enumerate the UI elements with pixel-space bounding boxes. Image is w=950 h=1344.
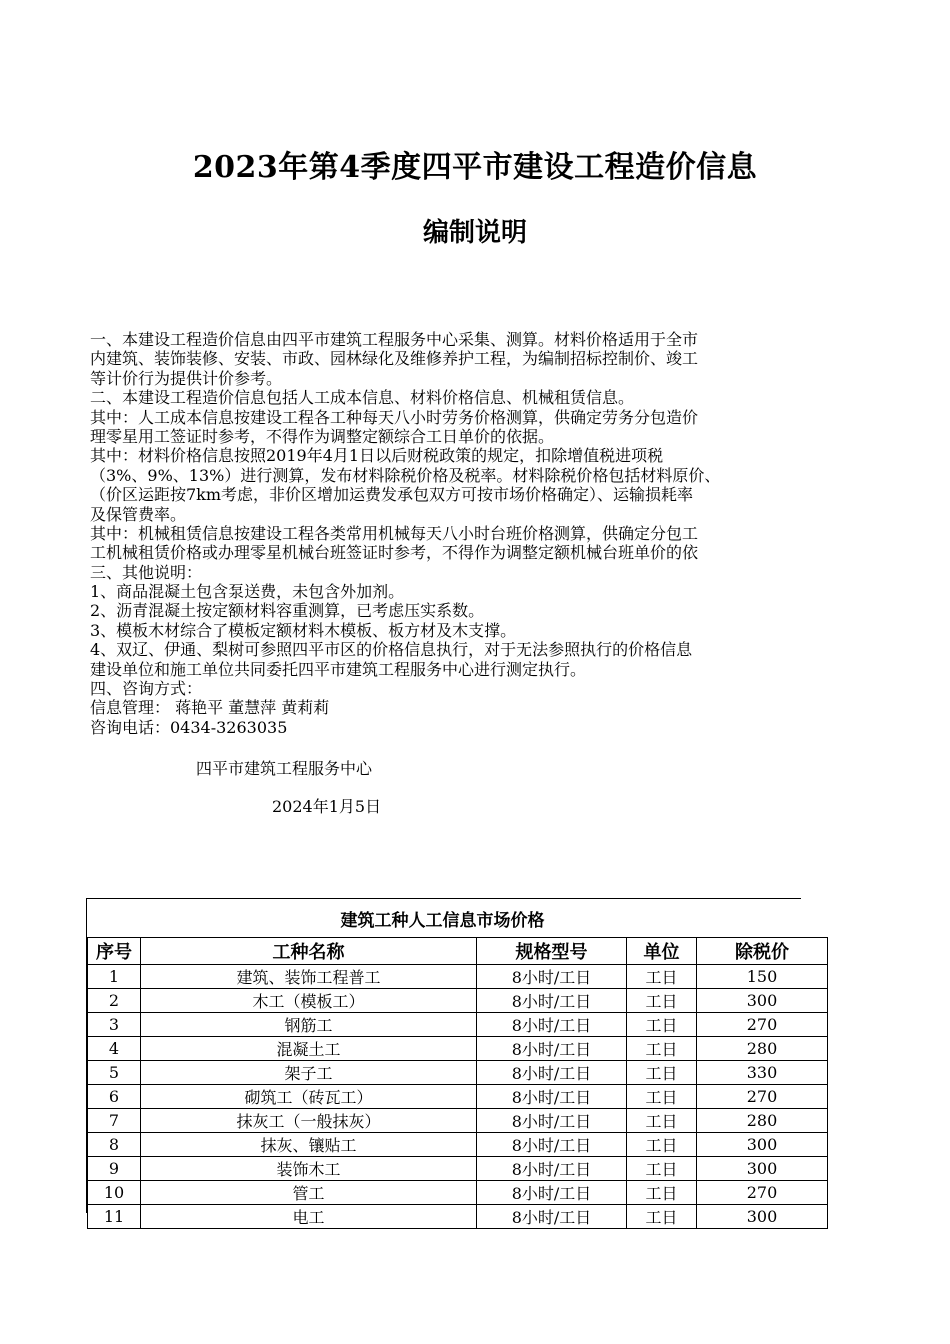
cell-unit: 工日: [627, 1205, 697, 1229]
cell-trade-name: 木工（模板工）: [141, 989, 477, 1013]
header-index: 序号: [88, 938, 141, 965]
table-row: [88, 965, 828, 989]
signature-date: 2024年1月5日: [272, 797, 382, 816]
cell-trade-name: 架子工: [141, 1061, 477, 1085]
notes-line: 四、咨询方式：: [90, 679, 203, 699]
cell-unit: 工日: [627, 989, 697, 1013]
cell-specification: 8小时/工日: [477, 1109, 627, 1133]
page-title: 2023年第4季度四平市建设工程造价信息: [192, 150, 758, 185]
notes-line: 咨询电话：0434-3263035: [90, 717, 288, 737]
notes-line: 其中：材料价格信息按照2019年4月1日以后财税政策的规定，扣除增值税进项税: [90, 446, 664, 466]
notes-line: （价区运距按7km考虑，非价区增加运费发承包双方可按市场价格确定）、运输损耗率: [90, 485, 694, 505]
table-caption: 建筑工种人工信息市场价格: [88, 899, 828, 938]
cell-trade-name: 管工: [141, 1181, 477, 1205]
cell-price: 270: [697, 1013, 828, 1037]
cell-index: 8: [88, 1133, 141, 1157]
table-body: [88, 965, 828, 1229]
notes-line: 工机械租赁价格或办理零星机械台班签证时参考，不得作为调整定额机械台班单价的依: [90, 543, 699, 563]
table-row: [88, 1157, 828, 1181]
notes-line: 2、沥青混凝土按定额材料容重测算，已考虑压实系数。: [90, 601, 485, 621]
cell-trade-name: 抹灰、镶贴工: [141, 1133, 477, 1157]
table-row: [88, 1181, 828, 1205]
cell-trade-name: 砌筑工（砖瓦工）: [141, 1085, 477, 1109]
cell-index: 1: [88, 965, 141, 989]
labor-price-table: [87, 899, 828, 1229]
header-price-excl-tax: 除税价: [697, 938, 828, 965]
header-unit: 单位: [627, 938, 697, 965]
notes-line: 其中：人工成本信息按建设工程各工种每天八小时劳务价格测算，供确定劳务分包造价: [90, 407, 699, 427]
notes-line: 内建筑、装饰装修、安装、市政、园林绿化及维修养护工程，为编制招标控制价、竣工: [90, 349, 699, 369]
cell-unit: 工日: [627, 1085, 697, 1109]
table-row: [88, 989, 828, 1013]
cell-unit: 工日: [627, 1157, 697, 1181]
cell-price: 280: [697, 1037, 828, 1061]
cell-price: 270: [697, 1181, 828, 1205]
cell-index: 11: [88, 1205, 141, 1229]
cell-trade-name: 抹灰工（一般抹灰）: [141, 1109, 477, 1133]
page-subtitle: 编制说明: [422, 218, 527, 248]
cell-price: 300: [697, 1133, 828, 1157]
cell-trade-name: 建筑、装饰工程普工: [141, 965, 477, 989]
signature-organization: 四平市建筑工程服务中心: [196, 759, 373, 778]
table-row: [88, 1133, 828, 1157]
cell-index: 9: [88, 1157, 141, 1181]
cell-unit: 工日: [627, 1109, 697, 1133]
notes-line: （3%、9%、13%）进行测算，发布材料除税价格及税率。材料除税价格包括材料原价、: [90, 465, 721, 485]
table-row: [88, 1013, 828, 1037]
cell-index: 10: [88, 1181, 141, 1205]
cell-index: 4: [88, 1037, 141, 1061]
table-row: [88, 1205, 828, 1229]
cell-specification: 8小时/工日: [477, 1157, 627, 1181]
cell-specification: 8小时/工日: [477, 1061, 627, 1085]
cell-index: 7: [88, 1109, 141, 1133]
cell-index: 2: [88, 989, 141, 1013]
cell-specification: 8小时/工日: [477, 1085, 627, 1109]
notes-line: 等计价行为提供计价参考。: [90, 368, 283, 388]
notes-line: 信息管理： 蒋艳平 董慧萍 黄莉莉: [90, 698, 330, 718]
cell-specification: 8小时/工日: [477, 1013, 627, 1037]
notes-line: 三、其他说明：: [90, 562, 203, 582]
table-row: [88, 1037, 828, 1061]
cell-price: 280: [697, 1109, 828, 1133]
cell-price: 300: [697, 989, 828, 1013]
cell-unit: 工日: [627, 965, 697, 989]
cell-price: 300: [697, 1205, 828, 1229]
cell-unit: 工日: [627, 1061, 697, 1085]
compilation-notes: [90, 330, 802, 737]
cell-price: 330: [697, 1061, 828, 1085]
notes-line: 3、模板木材综合了模板定额材料木模板、板方材及木支撑。: [90, 620, 517, 640]
cell-price: 150: [697, 965, 828, 989]
cell-index: 6: [88, 1085, 141, 1109]
cell-trade-name: 混凝土工: [141, 1037, 477, 1061]
table-row: [88, 1109, 828, 1133]
cell-index: 5: [88, 1061, 141, 1085]
cell-price: 270: [697, 1085, 828, 1109]
notes-line: 其中：机械租赁信息按建设工程各类常用机械每天八小时台班价格测算，供确定分包工: [90, 523, 699, 543]
header-trade-name: 工种名称: [141, 938, 477, 965]
table-row: [88, 1061, 828, 1085]
notes-line: 建设单位和施工单位共同委托四平市建筑工程服务中心进行测定执行。: [90, 659, 587, 679]
cell-unit: 工日: [627, 1133, 697, 1157]
cell-trade-name: 钢筋工: [141, 1013, 477, 1037]
cell-specification: 8小时/工日: [477, 1037, 627, 1061]
cell-specification: 8小时/工日: [477, 989, 627, 1013]
notes-line: 理零星用工签证时参考，不得作为调整定额综合工日单价的依据。: [90, 426, 555, 446]
cell-unit: 工日: [627, 1037, 697, 1061]
notes-line: 二、本建设工程造价信息包括人工成本信息、材料价格信息、机械租赁信息。: [90, 388, 635, 408]
header-specification: 规格型号: [477, 938, 627, 965]
cell-trade-name: 电工: [141, 1205, 477, 1229]
notes-line: 及保管费率。: [90, 504, 187, 524]
cell-unit: 工日: [627, 1181, 697, 1205]
notes-line: 1、商品混凝土包含泵送费，未包含外加剂。: [90, 582, 405, 602]
notes-line: 一、本建设工程造价信息由四平市建筑工程服务中心采集、测算。材料价格适用于全市: [90, 330, 699, 349]
cell-trade-name: 装饰木工: [141, 1157, 477, 1181]
table-row: [88, 1085, 828, 1109]
labor-price-table-container: [86, 898, 801, 1227]
cell-specification: 8小时/工日: [477, 1181, 627, 1205]
cell-specification: 8小时/工日: [477, 1205, 627, 1229]
cell-unit: 工日: [627, 1013, 697, 1037]
cell-specification: 8小时/工日: [477, 1133, 627, 1157]
cell-price: 300: [697, 1157, 828, 1181]
cell-specification: 8小时/工日: [477, 965, 627, 989]
notes-line: 4、双辽、伊通、梨树可参照四平市区的价格信息执行，对于无法参照执行的价格信息: [90, 640, 693, 660]
cell-index: 3: [88, 1013, 141, 1037]
